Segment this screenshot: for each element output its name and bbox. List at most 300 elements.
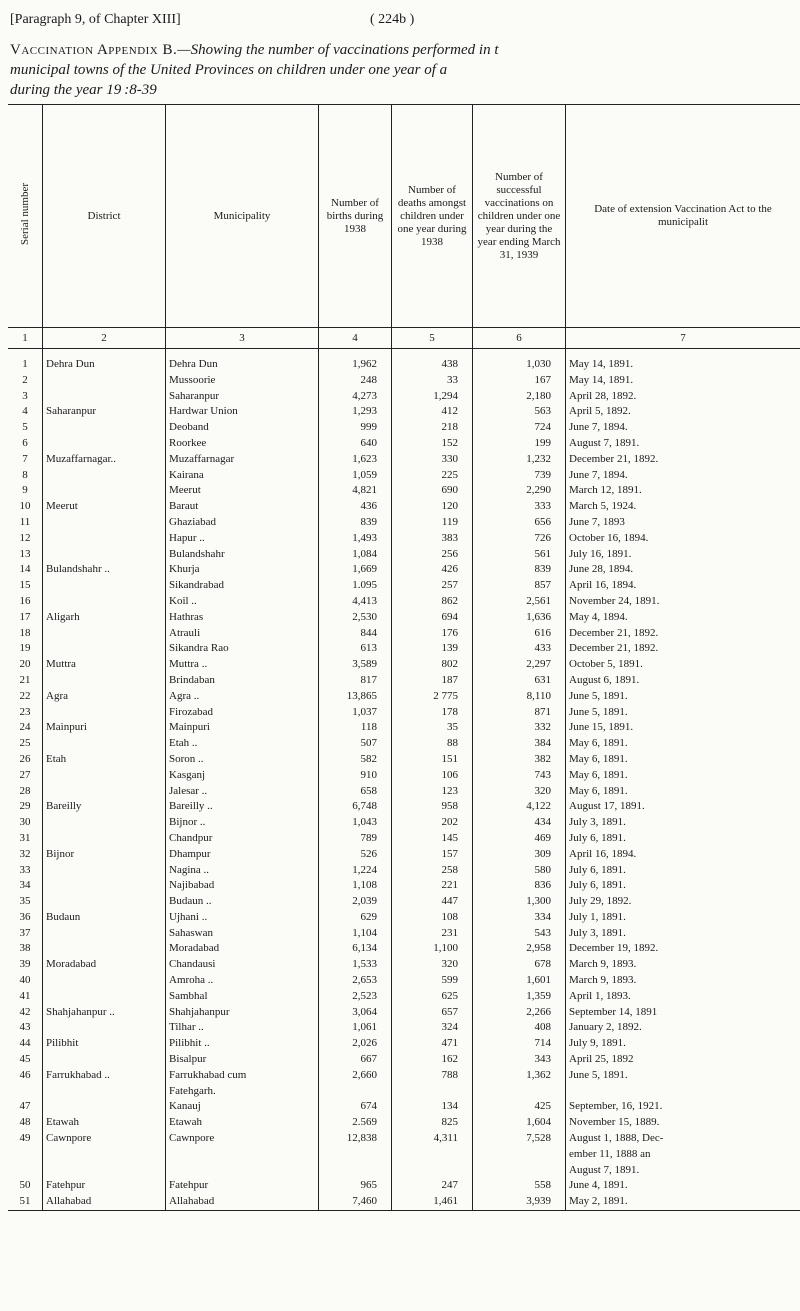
deaths-cell (392, 1163, 473, 1179)
vaccinations-cell: 1,232 (473, 452, 566, 468)
colnum-3: 3 (166, 328, 319, 349)
extension-date-cell: December 21, 1892. (569, 626, 659, 639)
district-cell: Cawnpore (43, 1131, 166, 1147)
district-cell: Allahabad (43, 1194, 166, 1210)
municipality-cell: Kairana (166, 468, 319, 484)
extension-date-cell: July 3, 1891. (569, 816, 626, 829)
district-cell (43, 468, 166, 484)
vaccinations-cell: 7,528 (473, 1131, 566, 1147)
district-cell: Etah (43, 752, 166, 768)
district-cell (43, 515, 166, 531)
vaccinations-cell: 382 (473, 752, 566, 768)
vaccinations-cell: 469 (473, 831, 566, 847)
district-cell (43, 926, 166, 942)
district-cell: Shahjahanpur .. (43, 1005, 166, 1021)
district-cell (43, 578, 166, 594)
district-cell (43, 815, 166, 831)
municipality-cell: Saharanpur (166, 389, 319, 405)
extension-date-cell: November 24, 1891. (569, 594, 660, 607)
extension-date-cell: October 16, 1894. (569, 531, 649, 544)
deaths-cell: 187 (392, 673, 473, 689)
vaccinations-cell: 2,290 (473, 483, 566, 499)
vaccinations-cell: 2,180 (473, 389, 566, 405)
births-cell: 2,653 (319, 973, 392, 989)
district-cell: Budaun (43, 910, 166, 926)
deaths-cell: 162 (392, 1052, 473, 1068)
municipality-cell: Brindaban (166, 673, 319, 689)
deaths-cell: 1,294 (392, 389, 473, 405)
table-row (8, 1099, 800, 1115)
births-cell: 507 (319, 736, 392, 752)
serial-number-cell: 30 (8, 815, 43, 831)
births-cell: 1,043 (319, 815, 392, 831)
municipality-cell: Atrauli (166, 626, 319, 642)
serial-number-cell: 7 (8, 452, 43, 468)
extension-date-cell: April 16, 1894. (569, 579, 637, 592)
title-prefix: Vaccination Appendix B. (10, 42, 178, 58)
serial-number-cell: 14 (8, 562, 43, 578)
serial-number-cell: 40 (8, 973, 43, 989)
header-district: District (43, 105, 166, 328)
extension-date-cell: July 6, 1891. (569, 863, 626, 876)
vaccinations-cell: 1,636 (473, 610, 566, 626)
municipality-cell: Chandpur (166, 831, 319, 847)
district-cell (43, 705, 166, 721)
municipality-cell: Fatehgarh. (166, 1084, 319, 1100)
extension-date-cell: December 19, 1892. (569, 942, 659, 955)
births-cell: 1,962 (319, 349, 392, 373)
table-row (8, 736, 800, 752)
table-row (8, 515, 800, 531)
vaccinations-cell: 1,604 (473, 1115, 566, 1131)
district-cell (43, 831, 166, 847)
extension-date-cell: March 9, 1893. (569, 958, 637, 971)
serial-number-cell: 47 (8, 1099, 43, 1115)
deaths-cell: 151 (392, 752, 473, 768)
births-cell: 4,273 (319, 389, 392, 405)
deaths-cell: 88 (392, 736, 473, 752)
births-cell: 4,821 (319, 483, 392, 499)
births-cell: 999 (319, 420, 392, 436)
district-cell (43, 1163, 166, 1179)
births-cell: 2,039 (319, 894, 392, 910)
table-row (8, 1036, 800, 1052)
vaccinations-cell: 714 (473, 1036, 566, 1052)
deaths-cell: 247 (392, 1178, 473, 1194)
births-cell: 2,530 (319, 610, 392, 626)
deaths-cell (392, 1084, 473, 1100)
deaths-cell: 324 (392, 1020, 473, 1036)
deaths-cell: 256 (392, 547, 473, 563)
births-cell: 965 (319, 1178, 392, 1194)
vaccinations-cell: 561 (473, 547, 566, 563)
municipality-cell: Pilibhit .. (166, 1036, 319, 1052)
table-row (8, 1005, 800, 1021)
serial-number-cell: 39 (8, 957, 43, 973)
serial-number-cell: 9 (8, 483, 43, 499)
births-cell (319, 1163, 392, 1179)
table-row (8, 610, 800, 626)
table-row (8, 720, 800, 736)
municipality-cell: Mainpuri (166, 720, 319, 736)
deaths-cell: 657 (392, 1005, 473, 1021)
municipality-cell: Deoband (166, 420, 319, 436)
extension-date-cell (566, 1084, 800, 1100)
births-cell: 2.569 (319, 1115, 392, 1131)
serial-number-cell: 3 (8, 389, 43, 405)
serial-number-cell: 37 (8, 926, 43, 942)
deaths-cell: 438 (392, 349, 473, 373)
vaccinations-cell: 2,958 (473, 941, 566, 957)
table-row (8, 1068, 800, 1084)
extension-date-cell: July 1, 1891. (569, 910, 626, 923)
serial-number-cell: 22 (8, 689, 43, 705)
extension-date-cell: April 25, 1892 (569, 1053, 634, 1066)
extension-date-cell: July 3, 1891. (569, 926, 626, 939)
table-row (8, 1052, 800, 1068)
table-row (8, 878, 800, 894)
serial-number-cell (8, 1084, 43, 1100)
vaccinations-cell: 678 (473, 957, 566, 973)
vaccinations-cell: 631 (473, 673, 566, 689)
births-cell: 1,224 (319, 863, 392, 879)
births-cell: 436 (319, 499, 392, 515)
district-cell (43, 1084, 166, 1100)
serial-number-cell: 5 (8, 420, 43, 436)
table-row (8, 989, 800, 1005)
district-cell: Moradabad (43, 957, 166, 973)
vaccinations-cell: 384 (473, 736, 566, 752)
municipality-cell: Soron .. (166, 752, 319, 768)
district-cell (43, 878, 166, 894)
district-cell (43, 373, 166, 389)
municipality-cell: Kasganj (166, 768, 319, 784)
municipality-cell: Tilhar .. (166, 1020, 319, 1036)
serial-number-cell: 20 (8, 657, 43, 673)
colnum-4: 4 (319, 328, 392, 349)
vaccinations-cell: 332 (473, 720, 566, 736)
deaths-cell: 178 (392, 705, 473, 721)
municipality-cell: Sikandra Rao (166, 641, 319, 657)
district-cell (43, 547, 166, 563)
vaccinations-cell: 1,601 (473, 973, 566, 989)
deaths-cell: 330 (392, 452, 473, 468)
vaccinations-cell: 167 (473, 373, 566, 389)
serial-number-cell: 19 (8, 641, 43, 657)
extension-date-cell: May 6, 1891. (569, 768, 628, 781)
municipality-cell: Muttra .. (166, 657, 319, 673)
table-row (8, 847, 800, 863)
births-cell: 910 (319, 768, 392, 784)
extension-date-cell: July 29, 1892. (569, 895, 632, 908)
deaths-cell: 218 (392, 420, 473, 436)
serial-number-cell: 42 (8, 1005, 43, 1021)
table-row (8, 594, 800, 610)
table-row (8, 768, 800, 784)
serial-number-cell: 24 (8, 720, 43, 736)
deaths-cell: 802 (392, 657, 473, 673)
serial-number-cell: 49 (8, 1131, 43, 1147)
vaccinations-cell: 656 (473, 515, 566, 531)
table-title-line1 (10, 42, 498, 59)
district-cell: Bareilly (43, 799, 166, 815)
deaths-cell: 145 (392, 831, 473, 847)
births-cell: 817 (319, 673, 392, 689)
deaths-cell: 225 (392, 468, 473, 484)
deaths-cell: 412 (392, 404, 473, 420)
municipality-cell: Firozabad (166, 705, 319, 721)
district-cell: Meerut (43, 499, 166, 515)
district-cell: Agra (43, 689, 166, 705)
table-row (8, 941, 800, 957)
vaccinations-cell: 558 (473, 1178, 566, 1194)
deaths-cell: 139 (392, 641, 473, 657)
colnum-5: 5 (392, 328, 473, 349)
municipality-cell: Baraut (166, 499, 319, 515)
table-row (8, 404, 800, 420)
table-row (8, 1131, 800, 1147)
table-row (8, 910, 800, 926)
district-cell (43, 768, 166, 784)
serial-number-cell: 17 (8, 610, 43, 626)
deaths-cell: 119 (392, 515, 473, 531)
district-cell: Saharanpur (43, 404, 166, 420)
table-row (8, 894, 800, 910)
municipality-cell: Khurja (166, 562, 319, 578)
municipality-cell: Hapur .. (166, 531, 319, 547)
serial-number-cell: 28 (8, 784, 43, 800)
municipality-cell: Koil .. (166, 594, 319, 610)
vaccinations-cell: 839 (473, 562, 566, 578)
district-cell (43, 1020, 166, 1036)
serial-number-cell: 21 (8, 673, 43, 689)
serial-number-cell: 29 (8, 799, 43, 815)
serial-number-cell: 16 (8, 594, 43, 610)
municipality-cell: Mussoorie (166, 373, 319, 389)
births-cell: 1,108 (319, 878, 392, 894)
municipality-cell: Dhampur (166, 847, 319, 863)
births-cell: 1,037 (319, 705, 392, 721)
table-row (8, 799, 800, 815)
births-cell: 844 (319, 626, 392, 642)
extension-date-cell: April 16, 1894. (569, 847, 637, 860)
district-cell (43, 436, 166, 452)
municipality-cell: Etah .. (166, 736, 319, 752)
deaths-cell: 1,461 (392, 1194, 473, 1210)
births-cell: 12,838 (319, 1131, 392, 1147)
serial-number-cell: 31 (8, 831, 43, 847)
vaccinations-cell (473, 1163, 566, 1179)
extension-date-cell: June 5, 1891. (569, 1068, 628, 1081)
district-cell (43, 863, 166, 879)
district-cell (43, 420, 166, 436)
extension-date-cell: May 14, 1891. (569, 373, 634, 386)
births-cell: 629 (319, 910, 392, 926)
deaths-cell (392, 1147, 473, 1163)
municipality-cell: Kanauj (166, 1099, 319, 1115)
municipality-cell: Hathras (166, 610, 319, 626)
serial-number-cell: 10 (8, 499, 43, 515)
municipality-cell: Agra .. (166, 689, 319, 705)
serial-number-cell: 23 (8, 705, 43, 721)
births-cell (319, 1084, 392, 1100)
serial-number-cell: 6 (8, 436, 43, 452)
extension-date-cell: May 6, 1891. (569, 737, 628, 750)
serial-number-cell: 15 (8, 578, 43, 594)
table-title-line2: municipal towns of the United Provinces on children under one year of a (10, 62, 448, 78)
extension-date-cell: January 2, 1892. (569, 1021, 642, 1034)
vaccinations-cell: 616 (473, 626, 566, 642)
serial-number-cell: 46 (8, 1068, 43, 1084)
births-cell: 118 (319, 720, 392, 736)
municipality-cell: Bulandshahr (166, 547, 319, 563)
municipality-cell: Hardwar Union (166, 404, 319, 420)
serial-number-cell: 12 (8, 531, 43, 547)
header-births: Number of births during 1938 (319, 105, 392, 328)
births-cell: 6,134 (319, 941, 392, 957)
births-cell: 1,084 (319, 547, 392, 563)
serial-number-cell: 38 (8, 941, 43, 957)
header-deaths: Number of deaths amongst children under one year during 1938 (392, 105, 473, 328)
table-row (8, 657, 800, 673)
serial-number-cell: 27 (8, 768, 43, 784)
district-cell (43, 894, 166, 910)
district-cell (43, 1147, 166, 1163)
municipality-cell: Bijnor .. (166, 815, 319, 831)
deaths-cell: 221 (392, 878, 473, 894)
municipality-cell: Fatehpur (166, 1178, 319, 1194)
vaccinations-cell: 320 (473, 784, 566, 800)
births-cell: 248 (319, 373, 392, 389)
deaths-cell: 383 (392, 531, 473, 547)
extension-date-cell: May 2, 1891. (566, 1194, 800, 1210)
table-row (8, 420, 800, 436)
district-cell: Bijnor (43, 847, 166, 863)
municipality-cell (166, 1163, 319, 1179)
vaccinations-cell: 1,359 (473, 989, 566, 1005)
district-cell (43, 784, 166, 800)
municipality-cell: Bisalpur (166, 1052, 319, 1068)
serial-number-cell (8, 1147, 43, 1163)
municipality-cell: Farrukhabad cum (166, 1068, 319, 1084)
vaccinations-cell: 425 (473, 1099, 566, 1115)
births-cell: 7,460 (319, 1194, 392, 1210)
extension-date-cell: ember 11, 1888 an (569, 1147, 651, 1160)
vaccinations-cell: 343 (473, 1052, 566, 1068)
district-cell (43, 531, 166, 547)
municipality-cell: Amroha .. (166, 973, 319, 989)
vaccinations-cell: 3,939 (473, 1194, 566, 1210)
extension-date-cell: August 6, 1891. (569, 673, 640, 686)
table-title-line3: during the year 19 :8-39 (10, 82, 157, 98)
table-row (8, 531, 800, 547)
header-serial-number: Serial number (8, 105, 43, 328)
municipality-cell (166, 1147, 319, 1163)
table-row (8, 483, 800, 499)
extension-date-cell: June 7, 1894. (569, 421, 628, 434)
deaths-cell: 958 (392, 799, 473, 815)
vaccinations-cell: 199 (473, 436, 566, 452)
vaccinations-cell: 743 (473, 768, 566, 784)
vaccinations-cell: 857 (473, 578, 566, 594)
vaccinations-cell: 724 (473, 420, 566, 436)
extension-date-cell: June 4, 1891. (569, 1179, 628, 1192)
table-row (8, 1115, 800, 1131)
deaths-cell: 426 (392, 562, 473, 578)
table-row (8, 626, 800, 642)
extension-date-cell: May 4, 1894. (569, 610, 628, 623)
municipality-cell: Najibabad (166, 878, 319, 894)
deaths-cell: 108 (392, 910, 473, 926)
deaths-cell: 120 (392, 499, 473, 515)
colnum-6: 6 (473, 328, 566, 349)
deaths-cell: 1,100 (392, 941, 473, 957)
table-row (8, 641, 800, 657)
births-cell: 2,523 (319, 989, 392, 1005)
table-row (8, 673, 800, 689)
births-cell: 789 (319, 831, 392, 847)
table-row (8, 547, 800, 563)
serial-number-cell: 34 (8, 878, 43, 894)
births-cell: 526 (319, 847, 392, 863)
births-cell: 1,061 (319, 1020, 392, 1036)
vaccinations-cell: 433 (473, 641, 566, 657)
table-row (8, 831, 800, 847)
table-body (8, 349, 800, 1211)
district-cell: Aligarh (43, 610, 166, 626)
vaccinations-cell: 726 (473, 531, 566, 547)
table-row (8, 1147, 800, 1163)
serial-number-cell: 50 (8, 1178, 43, 1194)
extension-date-cell: April 5, 1892. (569, 405, 631, 418)
births-cell: 1,533 (319, 957, 392, 973)
deaths-cell: 231 (392, 926, 473, 942)
district-cell: Farrukhabad .. (43, 1068, 166, 1084)
header-vaccinations: Number of successful vaccinations on children under one year during the year ending March 31, 1939 (473, 105, 566, 328)
vaccination-table (8, 104, 800, 1211)
serial-number-cell: 33 (8, 863, 43, 879)
district-cell (43, 673, 166, 689)
municipality-cell: Meerut (166, 483, 319, 499)
extension-date-cell: May 6, 1891. (569, 752, 628, 765)
births-cell: 1,493 (319, 531, 392, 547)
extension-date-cell: March 12, 1891. (569, 484, 642, 497)
vaccinations-cell: 1,300 (473, 894, 566, 910)
deaths-cell: 106 (392, 768, 473, 784)
extension-date-cell: December 21, 1892. (569, 642, 659, 655)
extension-date-cell: July 16, 1891. (569, 547, 632, 560)
table-row (8, 926, 800, 942)
district-cell (43, 483, 166, 499)
extension-date-cell: April 1, 1893. (569, 989, 631, 1002)
municipality-cell: Allahabad (166, 1194, 319, 1210)
municipality-cell: Ujhani .. (166, 910, 319, 926)
vaccinations-cell (473, 1084, 566, 1100)
births-cell: 1.095 (319, 578, 392, 594)
deaths-cell: 320 (392, 957, 473, 973)
page-number: ( 224b ) (370, 12, 415, 27)
births-cell: 582 (319, 752, 392, 768)
extension-date-cell: June 7, 1893 (569, 515, 625, 528)
table-row (8, 373, 800, 389)
district-cell (43, 389, 166, 405)
births-cell: 1,669 (319, 562, 392, 578)
municipality-cell: Muzaffarnagar (166, 452, 319, 468)
table-row (8, 1178, 800, 1194)
serial-number-cell: 51 (8, 1194, 43, 1210)
serial-number-cell: 8 (8, 468, 43, 484)
extension-date-cell: June 5, 1891. (569, 705, 628, 718)
